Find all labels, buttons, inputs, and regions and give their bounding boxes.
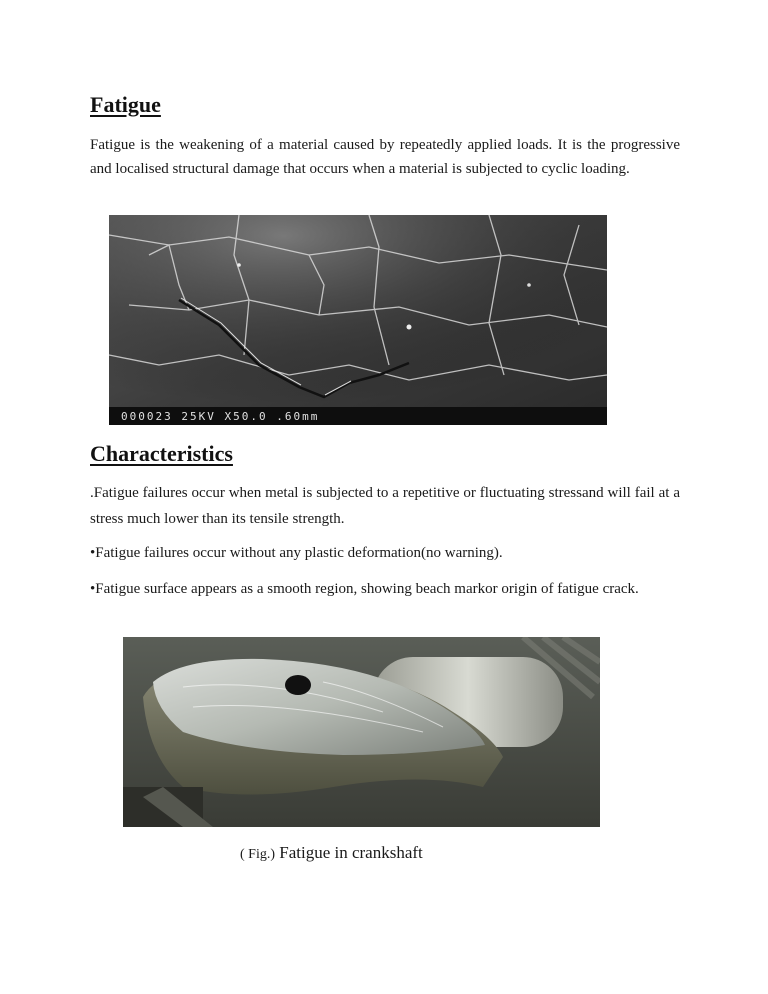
characteristic-bullet-3: •Fatigue surface appears as a smooth region, showing beach markor origin of fatigue crack.	[90, 581, 639, 597]
characteristics-heading: Characteristics	[90, 441, 233, 466]
figure-caption-text: Fatigue in crankshaft	[279, 843, 423, 862]
characteristic-bullet-1: .Fatigue failures occur when metal is subjected to a repetitive or fluctuating stressand will fail at a stress much lower than its tensile strength.	[90, 485, 680, 527]
sem-scale-bar-text: 000023 25KV X50.0 .60mm	[121, 410, 320, 423]
characteristic-bullet-2: •Fatigue failures occur without any plastic deformation(no warning).	[90, 545, 503, 561]
fatigue-heading: Fatigue	[90, 92, 161, 117]
crankshaft-fracture-photo	[123, 637, 600, 827]
figure-caption	[240, 843, 423, 863]
fatigue-paragraph: Fatigue is the weakening of a material caused by repeatedly applied loads. It is the progressive and localised structural damage that occurs when a material is subjected to cyclic loading.	[90, 137, 680, 177]
figure-caption-prefix: ( Fig.)	[240, 847, 275, 862]
sem-fracture-micrograph	[109, 215, 607, 425]
